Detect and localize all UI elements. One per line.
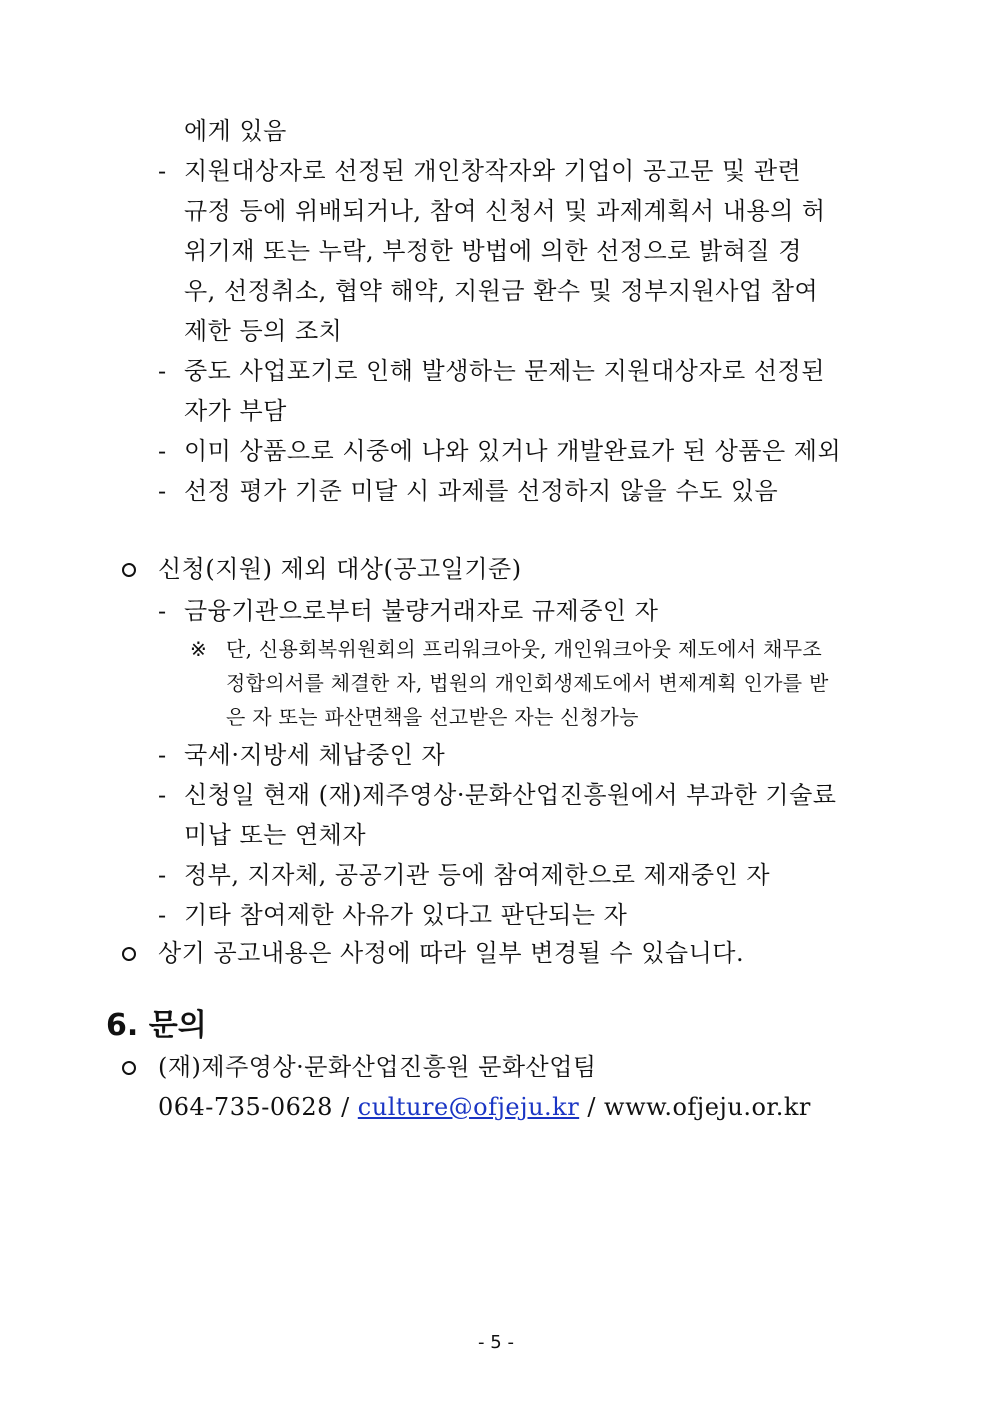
- section-title: 신청(지원) 제외 대상(공고일기준): [158, 555, 522, 583]
- reference-mark-icon: ※: [190, 637, 208, 661]
- dash-bullet: -: [158, 901, 167, 929]
- list-item-continued: 미납 또는 연체자: [184, 821, 367, 849]
- contact-org: (재)제주영상·문화산업진흥원 문화산업팀: [158, 1053, 597, 1081]
- dash-bullet: -: [158, 437, 167, 465]
- text-line: 규정 등에 위배되거나, 참여 신청서 및 과제계획서 내용의 허: [184, 197, 826, 225]
- contact-email-link[interactable]: culture@ofjeju.kr: [357, 1093, 580, 1121]
- separator: /: [587, 1093, 596, 1121]
- separator: /: [341, 1093, 350, 1121]
- dash-bullet: -: [158, 597, 167, 625]
- contact-website: www.ofjeju.or.kr: [604, 1093, 811, 1121]
- list-item: 국세·지방세 체납중인 자: [184, 741, 446, 769]
- dash-bullet: -: [158, 477, 167, 505]
- dash-bullet: -: [158, 781, 167, 809]
- text-line: 선정 평가 기준 미달 시 과제를 선정하지 않을 수도 있음: [184, 477, 779, 505]
- dash-bullet: -: [158, 741, 167, 769]
- list-item: 기타 참여제한 사유가 있다고 판단되는 자: [184, 901, 628, 929]
- contact-phone: 064-735-0628: [158, 1093, 333, 1121]
- text-line: 자가 부담: [184, 397, 287, 425]
- list-item: 정부, 지자체, 공공기관 등에 참여제한으로 제재중인 자: [184, 861, 771, 889]
- text-line: 중도 사업포기로 인해 발생하는 문제는 지원대상자로 선정된: [184, 357, 825, 385]
- dash-bullet: -: [158, 861, 167, 889]
- text-line: 이미 상품으로 시중에 나와 있거나 개발완료가 된 상품은 제외: [184, 437, 842, 465]
- list-item: 금융기관으로부터 불량거래자로 규제중인 자: [184, 597, 659, 625]
- contact-line: [158, 1092, 811, 1122]
- text-line: 우, 선정취소, 협약 해약, 지원금 환수 및 정부지원사업 참여: [184, 277, 819, 305]
- section-heading: 6. 문의: [106, 1008, 207, 1043]
- note-line: 은 자 또는 파산면책을 선고받은 자는 신청가능: [226, 705, 639, 729]
- note-line: 정합의서를 체결한 자, 법원의 개인회생제도에서 변제계획 인가를 받: [226, 671, 829, 695]
- circle-bullet-icon: [122, 947, 136, 961]
- text-line: 에게 있음: [184, 117, 287, 145]
- change-notice: 상기 공고내용은 사정에 따라 일부 변경될 수 있습니다.: [158, 939, 745, 967]
- page-number: - 5 -: [478, 1332, 514, 1353]
- list-item: 신청일 현재 (재)제주영상·문화산업진흥원에서 부과한 기술료: [184, 781, 837, 809]
- circle-bullet-icon: [122, 1061, 136, 1075]
- text-line: 제한 등의 조치: [184, 317, 343, 345]
- dash-bullet: -: [158, 357, 167, 385]
- note-line: 단, 신용회복위원회의 프리워크아웃, 개인워크아웃 제도에서 채무조: [226, 637, 822, 661]
- circle-bullet-icon: [122, 563, 136, 577]
- dash-bullet: -: [158, 157, 167, 185]
- text-line: 지원대상자로 선정된 개인창작자와 기업이 공고문 및 관련: [184, 157, 802, 185]
- text-line: 위기재 또는 누락, 부정한 방법에 의한 선정으로 밝혀질 경: [184, 237, 802, 265]
